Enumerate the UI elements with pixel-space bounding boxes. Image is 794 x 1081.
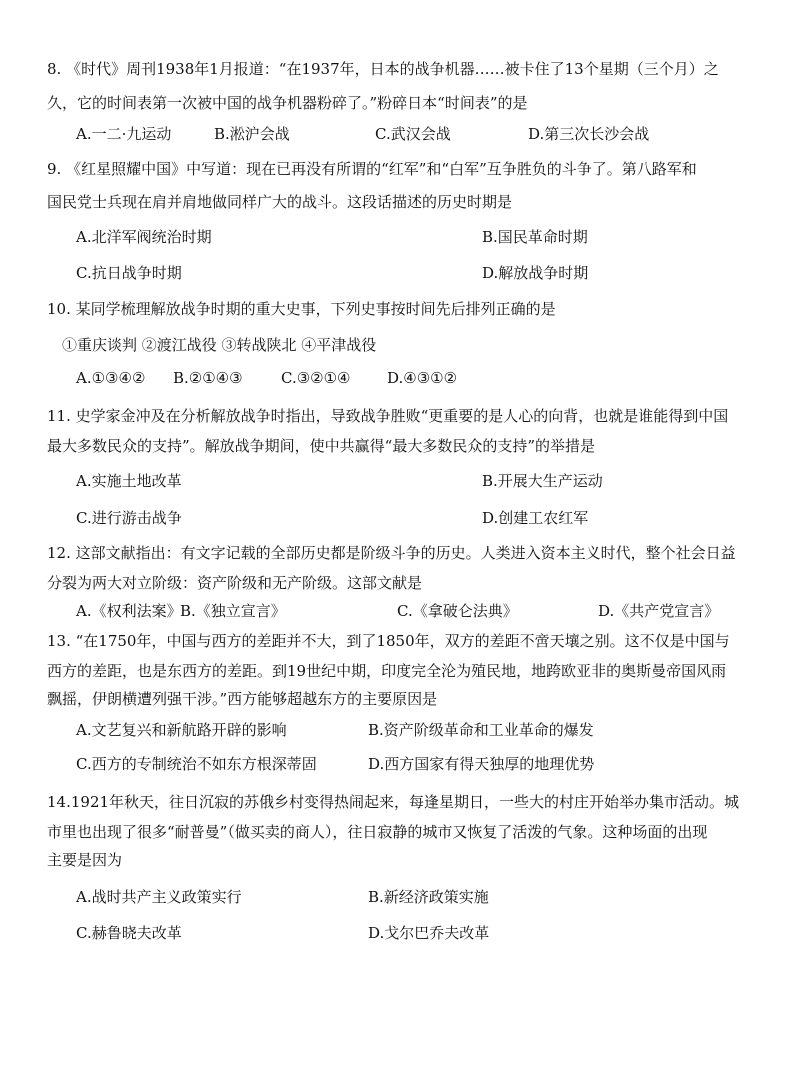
q10-option-b[interactable]: B.②①④③ [173,369,243,387]
q8-option-d[interactable]: D.第三次长沙会战 [528,125,650,143]
q14-stem-line2: 市里也出现了很多“耐普曼”（做买卖的商人），往日寂静的城市又恢复了活泼的气象。这种场面的出现 [47,823,708,841]
q8-stem-line2: 久，它的时间表第一次被中国的战争机器粉碎了。”粉碎日本“时间表”的是 [47,94,528,112]
q11-option-a[interactable]: A.实施土地改革 [76,472,182,490]
q10-option-a[interactable]: A.①③④② [76,369,146,387]
q9-stem-line2: 国民党士兵现在肩并肩地做同样广大的战斗。这段话描述的历史时期是 [47,193,513,211]
q11-stem-line2: 最大多数民众的支持”。解放战争期间，使中共赢得“最大多数民众的支持”的举措是 [47,437,596,455]
q12-option-c[interactable]: C.《拿破仑法典》 [397,602,518,620]
q12-option-a[interactable]: A.《权利法案》 [76,602,182,620]
q12-option-b[interactable]: B.《独立宣言》 [180,602,286,620]
q13-option-a[interactable]: A.文艺复兴和新航路开辟的影响 [76,721,287,739]
q12-stem-line1: 12. 这部文献指出：有文字记载的全部历史都是阶级斗争的历史。人类进入资本主义时代，整个社会日益 [47,544,736,562]
q12-stem-line2: 分裂为两大对立阶级：资产阶级和无产阶级。这部文献是 [47,574,423,592]
q8-option-c[interactable]: C.武汉会战 [375,125,451,143]
q14-option-d[interactable]: D.戈尔巴乔夫改革 [368,924,490,942]
q9-option-a[interactable]: A.北洋军阀统治时期 [76,228,212,246]
q9-option-b[interactable]: B.国民革命时期 [482,228,588,246]
q13-stem-line2: 西方的差距，也是东西方的差距。到19世纪中期，印度完全沦为殖民地，地跨欧亚非的奥斯曼帝国风雨 [47,662,727,680]
q10-events-list: ①重庆谈判 ②渡江战役 ③转战陕北 ④平津战役 [62,336,377,354]
q11-option-d[interactable]: D.创建工农红军 [482,509,589,527]
q13-option-b[interactable]: B.资产阶级革命和工业革命的爆发 [368,721,594,739]
q8-option-a[interactable]: A.一二·九运动 [76,125,172,143]
q10-option-c[interactable]: C.③②①④ [281,369,351,387]
q8-stem-line1: 8. 《时代》周刊1938年1月报道：“在1937年，日本的战争机器……被卡住了13个星期（三个月）之 [47,60,719,78]
q9-option-c[interactable]: C.抗日战争时期 [76,264,182,282]
q14-option-a[interactable]: A.战时共产主义政策实行 [76,888,242,906]
q14-option-c[interactable]: C.赫鲁晓夫改革 [76,924,182,942]
q8-option-b[interactable]: B.淞沪会战 [214,125,290,143]
q13-option-d[interactable]: D.西方国家有得天独厚的地理优势 [368,755,595,773]
q12-option-d[interactable]: D.《共产党宣言》 [598,602,720,620]
q9-stem-line1: 9. 《红星照耀中国》中写道：现在已再没有所谓的“红军”和“白军”互争胜负的斗争了。第八路军和 [47,160,697,178]
q11-stem-line1: 11. 史学家金冲及在分析解放战争时指出，导致战争胜败“更重要的是人心的向背，也就是谁能得到中国 [47,407,729,425]
q9-option-d[interactable]: D.解放战争时期 [482,264,589,282]
q14-stem-line1: 14.1921年秋天，往日沉寂的苏俄乡村变得热闹起来，每逢星期日，一些大的村庄开始举办集市活动。城 [47,793,740,811]
q11-option-b[interactable]: B.开展大生产运动 [482,472,603,490]
q13-option-c[interactable]: C.西方的专制统治不如东方根深蒂固 [76,755,317,773]
q14-option-b[interactable]: B.新经济政策实施 [368,888,489,906]
q10-stem: 10. 某同学梳理解放战争时期的重大史事，下列史事按时间先后排列正确的是 [47,300,556,318]
q10-option-d[interactable]: D.④③①② [387,369,458,387]
q11-option-c[interactable]: C.进行游击战争 [76,509,182,527]
q13-stem-line1: 13. “在1750年，中国与西方的差距并不大，到了1850年，双方的差距不啻天壤之别。这不仅是中国与 [47,632,730,650]
q13-stem-line3: 飘摇，伊朗横遭列强干涉。”西方能够超越东方的主要原因是 [47,690,438,708]
q14-stem-line3: 主要是因为 [47,851,123,869]
